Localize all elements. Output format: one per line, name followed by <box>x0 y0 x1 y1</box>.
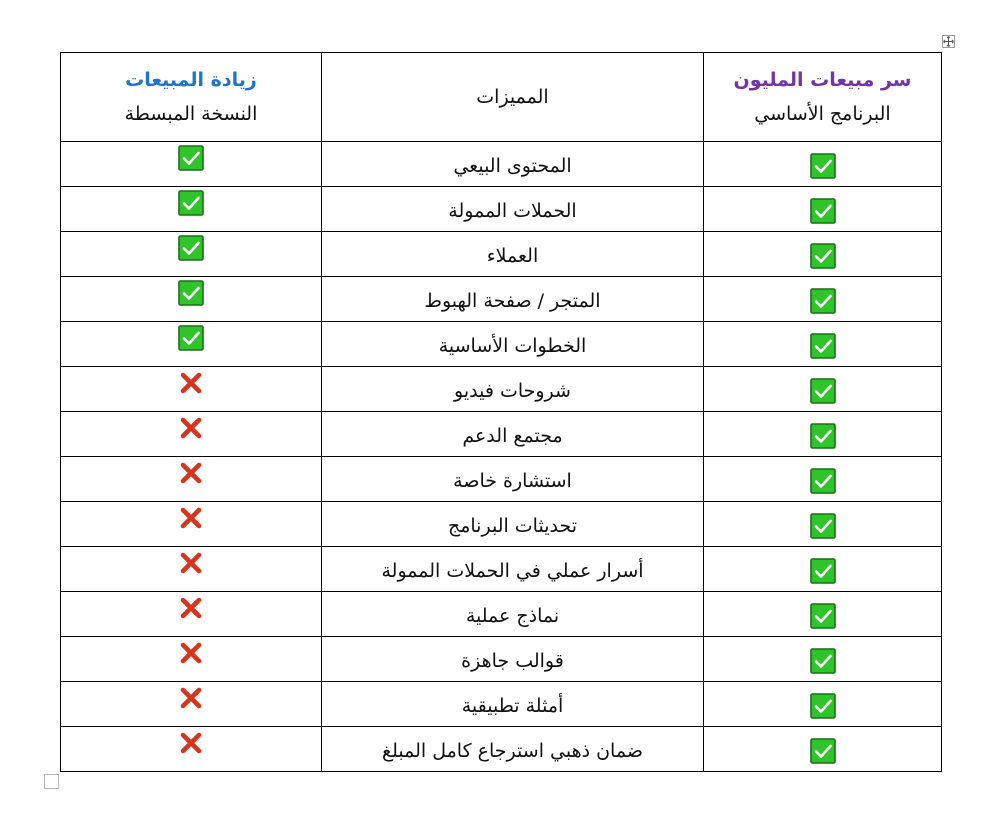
check-mark-button-icon <box>810 648 836 674</box>
lite-plan-subtitle: النسخة المبسطة <box>124 103 258 125</box>
feature-cell <box>322 187 704 232</box>
table-row <box>61 367 942 412</box>
main-plan-cell <box>704 367 942 412</box>
cross-mark-icon <box>178 730 204 756</box>
feature-label: المتجر / صفحة الهبوط <box>424 289 601 312</box>
feature-cell <box>322 727 704 772</box>
feature-cell <box>322 232 704 277</box>
check-mark-button-icon <box>178 190 204 216</box>
cross-mark-icon <box>178 685 204 711</box>
main-plan-cell <box>704 547 942 592</box>
main-plan-cell <box>704 502 942 547</box>
table-row <box>61 637 942 682</box>
check-mark-button-icon <box>810 558 836 584</box>
feature-cell <box>322 322 704 367</box>
table-row <box>61 502 942 547</box>
lite-plan-cell <box>61 727 322 772</box>
check-mark-button-icon <box>810 378 836 404</box>
lite-plan-cell <box>61 142 322 187</box>
table-row <box>61 142 942 187</box>
lite-plan-cell <box>61 277 322 322</box>
check-mark-button-icon <box>178 235 204 261</box>
main-plan-subtitle: البرنامج الأساسي <box>754 103 891 125</box>
feature-cell <box>322 277 704 322</box>
lite-plan-cell <box>61 502 322 547</box>
feature-label: استشارة خاصة <box>453 469 572 492</box>
feature-label: نماذج عملية <box>465 604 560 627</box>
cross-mark-icon <box>178 550 204 576</box>
check-mark-button-icon <box>810 243 836 269</box>
lite-plan-cell <box>61 592 322 637</box>
table-row <box>61 277 942 322</box>
lite-plan-cell <box>61 232 322 277</box>
check-mark-button-icon <box>178 325 204 351</box>
table-row <box>61 232 942 277</box>
features-header-label: المميزات <box>476 86 549 108</box>
lite-plan-title: زيادة المبيعات <box>125 69 257 91</box>
lite-plan-cell <box>61 322 322 367</box>
lite-plan-cell <box>61 367 322 412</box>
feature-label: أسرار عملي في الحملات الممولة <box>381 559 644 582</box>
feature-cell <box>322 682 704 727</box>
cross-mark-icon <box>178 505 204 531</box>
feature-cell <box>322 412 704 457</box>
feature-cell <box>322 367 704 412</box>
check-mark-button-icon <box>810 288 836 314</box>
lite-plan-cell <box>61 547 322 592</box>
check-mark-button-icon <box>810 693 836 719</box>
cross-mark-icon <box>178 595 204 621</box>
main-plan-cell <box>704 682 942 727</box>
table-header-row <box>61 53 942 142</box>
main-plan-cell <box>704 187 942 232</box>
main-plan-cell <box>704 412 942 457</box>
feature-label: تحديثات البرنامج <box>447 514 578 537</box>
check-mark-button-icon <box>810 333 836 359</box>
cross-mark-icon <box>178 415 204 441</box>
table-row <box>61 682 942 727</box>
main-plan-header-cell <box>704 53 942 142</box>
table-row <box>61 727 942 772</box>
feature-label: ضمان ذهبي استرجاع كامل المبلغ <box>382 739 643 762</box>
table-row <box>61 457 942 502</box>
check-mark-button-icon <box>810 423 836 449</box>
check-mark-button-icon <box>810 468 836 494</box>
main-plan-cell <box>704 637 942 682</box>
table-row <box>61 412 942 457</box>
feature-label: العملاء <box>486 244 539 267</box>
check-mark-button-icon <box>810 153 836 179</box>
feature-cell <box>322 637 704 682</box>
feature-cell <box>322 142 704 187</box>
table-resize-handle[interactable] <box>44 774 59 789</box>
lite-plan-cell <box>61 457 322 502</box>
cross-mark-icon <box>178 370 204 396</box>
feature-label: الخطوات الأساسية <box>438 334 587 357</box>
feature-label: قوالب جاهزة <box>461 649 564 672</box>
feature-label: أمثلة تطبيقية <box>461 694 564 717</box>
table-row <box>61 547 942 592</box>
main-plan-cell <box>704 232 942 277</box>
main-plan-cell <box>704 727 942 772</box>
features-header-cell <box>322 53 704 142</box>
feature-label: شروحات فيديو <box>454 379 571 402</box>
lite-plan-cell <box>61 637 322 682</box>
check-mark-button-icon <box>810 738 836 764</box>
lite-plan-header-cell <box>61 53 322 142</box>
main-plan-cell <box>704 142 942 187</box>
lite-plan-cell <box>61 682 322 727</box>
table-row <box>61 322 942 367</box>
check-mark-button-icon <box>810 513 836 539</box>
cross-mark-icon <box>178 460 204 486</box>
lite-plan-cell <box>61 187 322 232</box>
main-plan-cell <box>704 322 942 367</box>
table-row <box>61 592 942 637</box>
feature-label: المحتوى البيعي <box>453 154 572 177</box>
lite-plan-cell <box>61 412 322 457</box>
main-plan-cell <box>704 592 942 637</box>
cross-mark-icon <box>178 640 204 666</box>
feature-label: الحملات الممولة <box>448 199 577 222</box>
move-arrows-icon <box>943 36 954 47</box>
check-mark-button-icon <box>178 145 204 171</box>
feature-cell <box>322 592 704 637</box>
comparison-table <box>60 52 942 772</box>
main-plan-cell <box>704 457 942 502</box>
check-mark-button-icon <box>178 280 204 306</box>
main-plan-title: سر مبيعات المليون <box>733 69 912 91</box>
feature-cell <box>322 457 704 502</box>
check-mark-button-icon <box>810 603 836 629</box>
feature-cell <box>322 547 704 592</box>
main-plan-cell <box>704 277 942 322</box>
feature-label: مجتمع الدعم <box>462 424 563 447</box>
feature-cell <box>322 502 704 547</box>
check-mark-button-icon <box>810 198 836 224</box>
table-move-handle[interactable] <box>942 35 955 48</box>
table-row <box>61 187 942 232</box>
